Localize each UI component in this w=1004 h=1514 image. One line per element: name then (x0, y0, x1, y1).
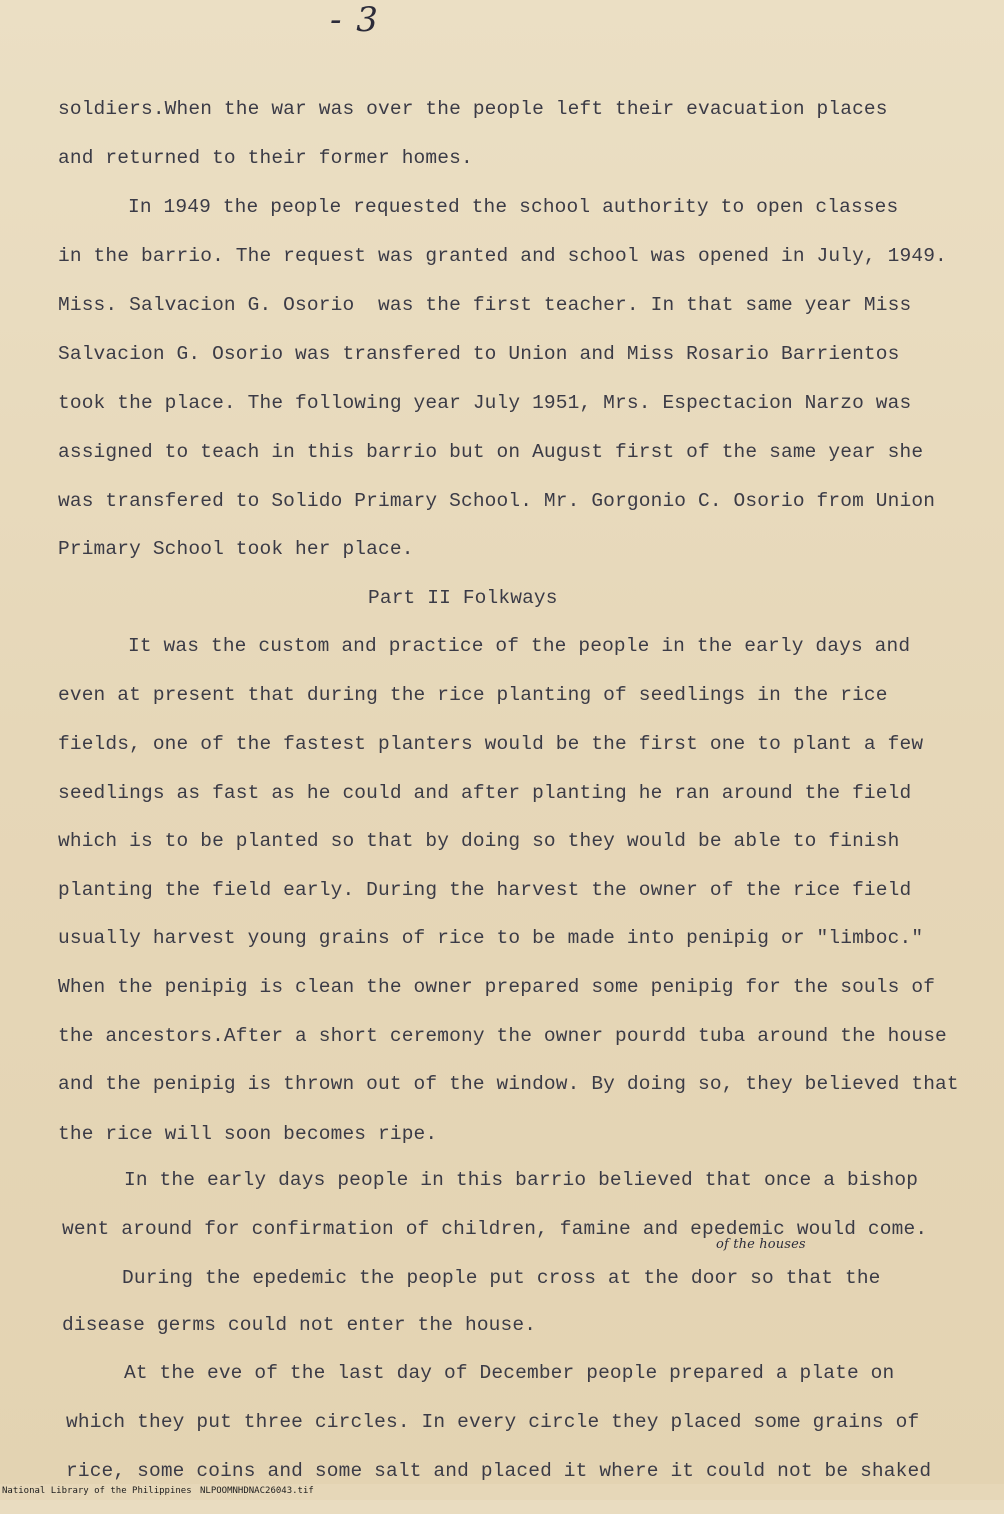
text-line-19: When the penipig is clean the owner prepared some penipig for the souls of (58, 976, 936, 998)
text-line-23: In the early days people in this barrio believed that once a bishop (124, 1169, 919, 1191)
text-line-9: was transfered to Solido Primary School. Mr. Gorgonio C. Osorio from Union (58, 490, 936, 512)
text-line-17: planting the field early. During the harvest the owner of the rice field (58, 879, 912, 901)
text-line-3: In 1949 the people requested the school authority to open classes (128, 196, 899, 218)
text-line-7: took the place. The following year July 1951, Mrs. Espectacion Narzo was (58, 392, 912, 414)
text-line-16: which is to be planted so that by doing so they would be able to finish (58, 830, 900, 852)
text-line-18: usually harvest young grains of rice to be made into penipig or "limboc." (58, 927, 924, 949)
text-line-13: even at present that during the rice planting of seedlings in the rice (58, 684, 888, 706)
text-line-10: Primary School took her place. (58, 538, 414, 560)
page-number: - 3 (330, 0, 380, 40)
handwritten-insertion: of the houses (716, 1237, 806, 1252)
text-line-15: seedlings as fast as he could and after planting he ran around the field (58, 782, 912, 804)
text-line-5: Miss. Salvacion G. Osorio was the first teacher. In that same year Miss (58, 294, 912, 316)
text-line-6: Salvacion G. Osorio was transfered to Union and Miss Rosario Barrientos (58, 343, 900, 365)
section-heading: Part II Folkways (368, 587, 558, 609)
footer-filename: NLPOOMNHDNAC26043.tif (200, 1486, 314, 1496)
text-line-24: went around for confirmation of children, famine and epedemic would come. (62, 1218, 928, 1240)
text-line-14: fields, one of the fastest planters would be the first one to plant a few (58, 733, 924, 755)
footer-institution: National Library of the Philippines (2, 1486, 192, 1496)
text-line-8: assigned to teach in this barrio but on August first of the same year she (58, 441, 924, 463)
text-line-12: It was the custom and practice of the people in the early days and (128, 635, 911, 657)
text-line-25: During the epedemic the people put cross at the door so that the (122, 1267, 881, 1289)
text-line-22: the rice will soon becomes ripe. (58, 1123, 438, 1145)
text-line-27: At the eve of the last day of December people prepared a plate on (124, 1362, 895, 1384)
text-line-2: and returned to their former homes. (58, 147, 473, 169)
text-line-26: disease germs could not enter the house. (62, 1314, 537, 1336)
scan-footer (0, 1484, 1004, 1500)
text-line-28: which they put three circles. In every circle they placed some grains of (66, 1411, 920, 1433)
text-line-29: rice, some coins and some salt and placed it where it could not be shaked (66, 1460, 932, 1482)
text-line-1: soldiers.When the war was over the people left their evacuation places (58, 98, 888, 120)
text-line-4: in the barrio. The request was granted and school was opened in July, 1949. (58, 245, 947, 267)
text-line-21: and the penipig is thrown out of the window. By doing so, they believed that (58, 1073, 959, 1095)
text-line-20: the ancestors.After a short ceremony the owner pourdd tuba around the house (58, 1025, 947, 1047)
